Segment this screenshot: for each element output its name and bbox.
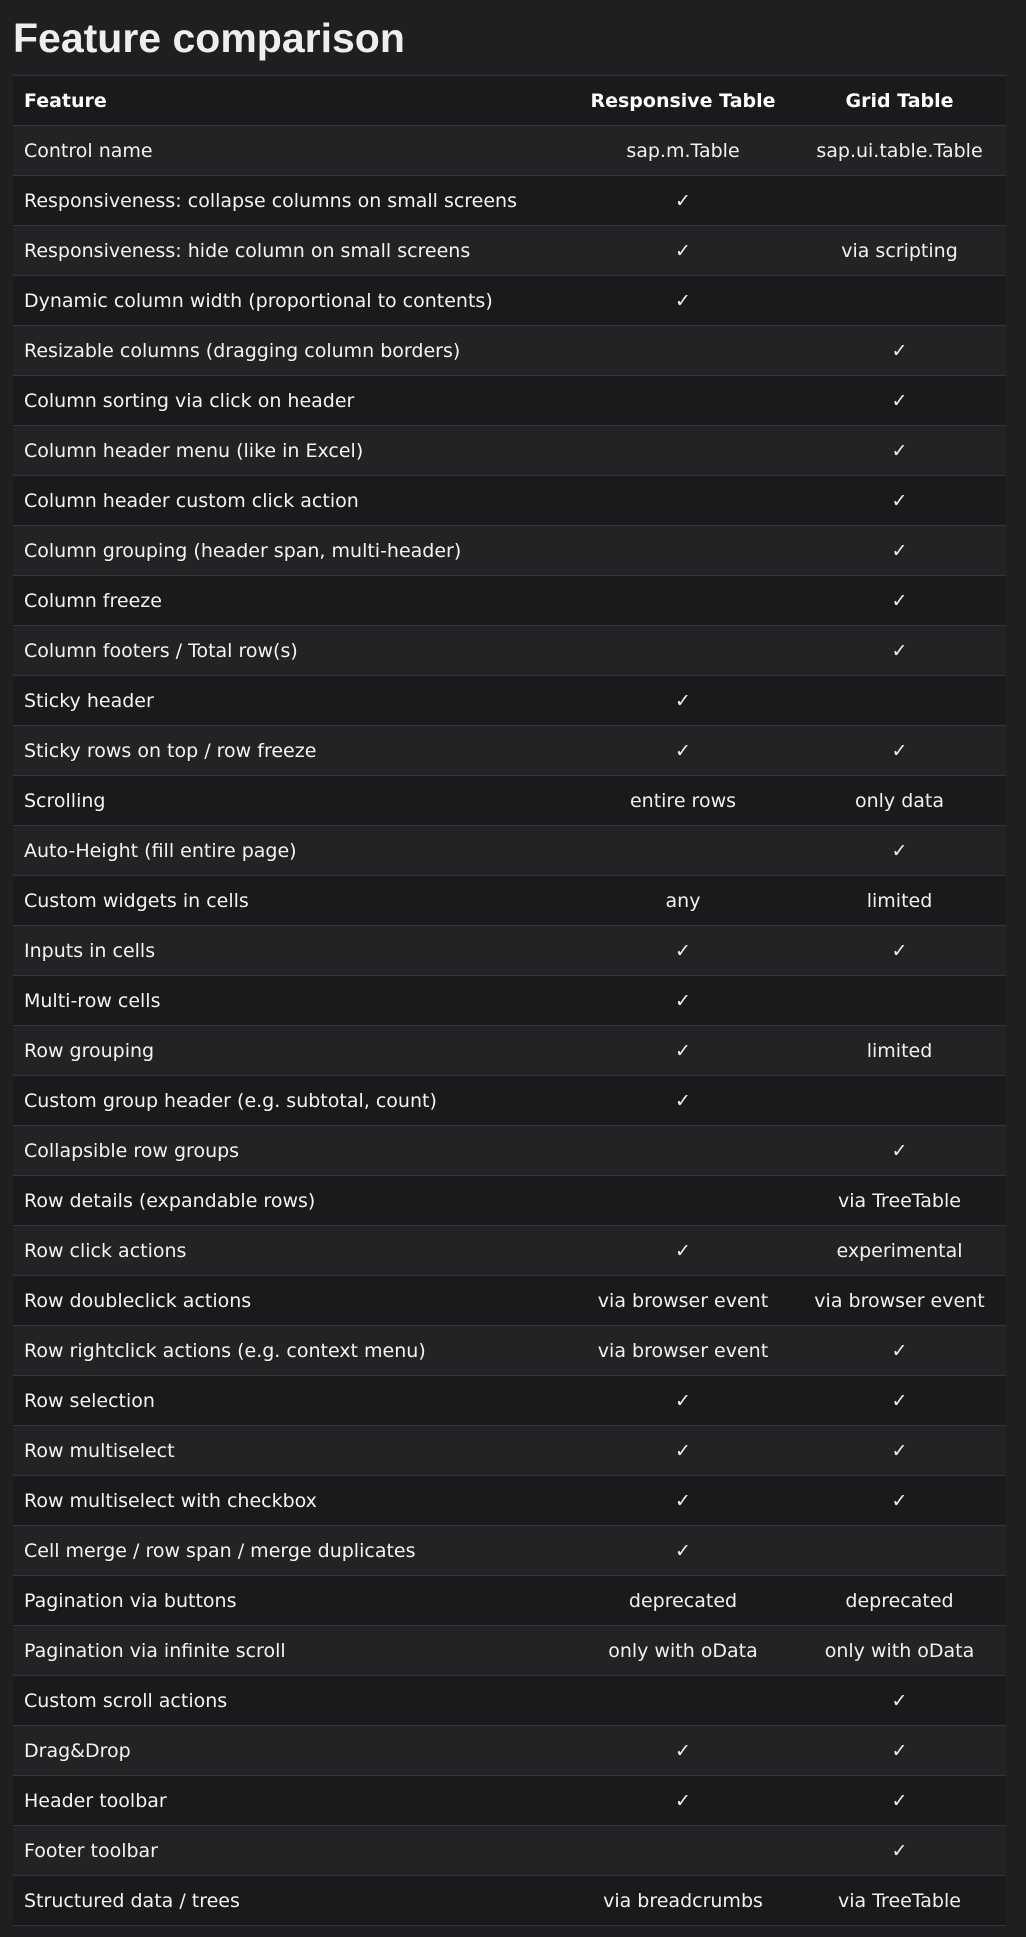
cell-grid-table — [793, 1076, 1006, 1126]
cell-feature: Custom widgets in cells — [13, 876, 573, 926]
cell-responsive-table — [573, 1176, 793, 1226]
cell-grid-table: experimental — [793, 1226, 1006, 1276]
cell-responsive-table — [573, 1676, 793, 1726]
cell-responsive-table: ✓ — [573, 1526, 793, 1576]
table-row — [13, 826, 1006, 876]
cell-grid-table: ✓ — [793, 426, 1006, 476]
cell-grid-table: ✓ — [793, 1376, 1006, 1426]
cell-feature: Multi-row cells — [13, 976, 573, 1026]
cell-feature: Column sorting via click on header — [13, 376, 573, 426]
cell-feature: Inputs in cells — [13, 926, 573, 976]
cell-grid-table: ✓ — [793, 926, 1006, 976]
cell-responsive-table: ✓ — [573, 226, 793, 276]
cell-feature: Control name — [13, 126, 573, 176]
table-row — [13, 1226, 1006, 1276]
cell-responsive-table — [573, 626, 793, 676]
table-row — [13, 1526, 1006, 1576]
table-row — [13, 1076, 1006, 1126]
cell-feature: Header toolbar — [13, 1776, 573, 1826]
cell-responsive-table: via browser event — [573, 1276, 793, 1326]
table-row — [13, 1426, 1006, 1476]
table-row — [13, 1026, 1006, 1076]
cell-responsive-table — [573, 576, 793, 626]
cell-feature: Structured data / trees — [13, 1876, 573, 1926]
cell-responsive-table: only with oData — [573, 1626, 793, 1676]
table-row — [13, 276, 1006, 326]
cell-responsive-table: ✓ — [573, 976, 793, 1026]
cell-grid-table: ✓ — [793, 526, 1006, 576]
cell-responsive-table — [573, 1126, 793, 1176]
cell-responsive-table — [573, 376, 793, 426]
cell-feature: Row multiselect with checkbox — [13, 1476, 573, 1526]
cell-responsive-table — [573, 476, 793, 526]
cell-responsive-table: any — [573, 876, 793, 926]
cell-grid-table: ✓ — [793, 1676, 1006, 1726]
cell-responsive-table: ✓ — [573, 1376, 793, 1426]
cell-feature: Row click actions — [13, 1226, 573, 1276]
cell-responsive-table: via breadcrumbs — [573, 1876, 793, 1926]
cell-feature: Row rightclick actions (e.g. context menu) — [13, 1326, 573, 1376]
table-row — [13, 1876, 1006, 1926]
cell-responsive-table: sap.m.Table — [573, 126, 793, 176]
table-row — [13, 1576, 1006, 1626]
table-row — [13, 876, 1006, 926]
cell-grid-table: ✓ — [793, 576, 1006, 626]
cell-grid-table — [793, 676, 1006, 726]
cell-grid-table: ✓ — [793, 1476, 1006, 1526]
table-row — [13, 1776, 1006, 1826]
table-row — [13, 1476, 1006, 1526]
cell-feature: Row details (expandable rows) — [13, 1176, 573, 1226]
cell-responsive-table: ✓ — [573, 1476, 793, 1526]
cell-responsive-table: ✓ — [573, 1726, 793, 1776]
cell-grid-table: ✓ — [793, 376, 1006, 426]
cell-feature: Sticky rows on top / row freeze — [13, 726, 573, 776]
table-row — [13, 576, 1006, 626]
cell-responsive-table: ✓ — [573, 676, 793, 726]
cell-feature: Scrolling — [13, 776, 573, 826]
cell-grid-table: ✓ — [793, 826, 1006, 876]
cell-grid-table: ✓ — [793, 1126, 1006, 1176]
header-feature: Feature — [13, 76, 573, 126]
cell-grid-table: only with oData — [793, 1626, 1006, 1676]
cell-grid-table — [793, 976, 1006, 1026]
cell-feature: Row multiselect — [13, 1426, 573, 1476]
cell-feature: Column footers / Total row(s) — [13, 626, 573, 676]
cell-feature: Pagination via infinite scroll — [13, 1626, 573, 1676]
table-row — [13, 1126, 1006, 1176]
cell-feature: Responsiveness: hide column on small screens — [13, 226, 573, 276]
cell-grid-table: only data — [793, 776, 1006, 826]
cell-grid-table: deprecated — [793, 1576, 1006, 1626]
cell-grid-table: ✓ — [793, 1426, 1006, 1476]
cell-feature: Column freeze — [13, 576, 573, 626]
table-row — [13, 126, 1006, 176]
cell-grid-table: ✓ — [793, 1326, 1006, 1376]
table-row — [13, 1676, 1006, 1726]
cell-grid-table: ✓ — [793, 1776, 1006, 1826]
feature-comparison-table — [13, 75, 1006, 1926]
cell-grid-table: ✓ — [793, 476, 1006, 526]
cell-grid-table: limited — [793, 1026, 1006, 1076]
table-row — [13, 1376, 1006, 1426]
table-row — [13, 726, 1006, 776]
cell-responsive-table: ✓ — [573, 176, 793, 226]
cell-grid-table: ✓ — [793, 626, 1006, 676]
cell-feature: Footer toolbar — [13, 1826, 573, 1876]
cell-feature: Responsiveness: collapse columns on small screens — [13, 176, 573, 226]
table-row — [13, 926, 1006, 976]
cell-feature: Custom scroll actions — [13, 1676, 573, 1726]
cell-grid-table: ✓ — [793, 326, 1006, 376]
cell-responsive-table: entire rows — [573, 776, 793, 826]
cell-feature: Auto-Height (fill entire page) — [13, 826, 573, 876]
table-row — [13, 376, 1006, 426]
cell-responsive-table — [573, 426, 793, 476]
cell-feature: Collapsible row groups — [13, 1126, 573, 1176]
table-row — [13, 226, 1006, 276]
cell-feature: Dynamic column width (proportional to contents) — [13, 276, 573, 326]
cell-grid-table: ✓ — [793, 726, 1006, 776]
cell-grid-table — [793, 276, 1006, 326]
cell-responsive-table: deprecated — [573, 1576, 793, 1626]
cell-responsive-table — [573, 326, 793, 376]
table-row — [13, 526, 1006, 576]
cell-responsive-table: ✓ — [573, 1776, 793, 1826]
table-row — [13, 326, 1006, 376]
cell-responsive-table: via browser event — [573, 1326, 793, 1376]
cell-responsive-table: ✓ — [573, 1026, 793, 1076]
cell-responsive-table — [573, 1826, 793, 1876]
table-row — [13, 676, 1006, 726]
header-grid-table: Grid Table — [793, 76, 1006, 126]
cell-responsive-table: ✓ — [573, 1426, 793, 1476]
cell-feature: Row doubleclick actions — [13, 1276, 573, 1326]
table-row — [13, 1276, 1006, 1326]
cell-feature: Column grouping (header span, multi-header) — [13, 526, 573, 576]
table-header-row — [13, 76, 1006, 126]
cell-responsive-table: ✓ — [573, 276, 793, 326]
table-row — [13, 626, 1006, 676]
table-row — [13, 1326, 1006, 1376]
cell-responsive-table: ✓ — [573, 1076, 793, 1126]
cell-grid-table: via scripting — [793, 226, 1006, 276]
cell-grid-table: sap.ui.table.Table — [793, 126, 1006, 176]
cell-responsive-table: ✓ — [573, 726, 793, 776]
cell-grid-table: via browser event — [793, 1276, 1006, 1326]
cell-responsive-table — [573, 826, 793, 876]
cell-feature: Row selection — [13, 1376, 573, 1426]
cell-responsive-table: ✓ — [573, 926, 793, 976]
cell-responsive-table — [573, 526, 793, 576]
header-responsive-table: Responsive Table — [573, 76, 793, 126]
cell-grid-table: ✓ — [793, 1726, 1006, 1776]
cell-grid-table: via TreeTable — [793, 1876, 1006, 1926]
table-body — [13, 126, 1006, 1926]
cell-grid-table — [793, 176, 1006, 226]
table-row — [13, 426, 1006, 476]
cell-responsive-table: ✓ — [573, 1226, 793, 1276]
cell-grid-table: limited — [793, 876, 1006, 926]
table-row — [13, 1826, 1006, 1876]
page-title: Feature comparison — [13, 15, 405, 61]
cell-grid-table — [793, 1526, 1006, 1576]
table-row — [13, 476, 1006, 526]
cell-grid-table: via TreeTable — [793, 1176, 1006, 1226]
table-row — [13, 776, 1006, 826]
table-row — [13, 1726, 1006, 1776]
cell-feature: Resizable columns (dragging column borders) — [13, 326, 573, 376]
cell-feature: Custom group header (e.g. subtotal, count) — [13, 1076, 573, 1126]
cell-grid-table: ✓ — [793, 1826, 1006, 1876]
table-row — [13, 976, 1006, 1026]
cell-feature: Drag&Drop — [13, 1726, 573, 1776]
table-row — [13, 1176, 1006, 1226]
cell-feature: Row grouping — [13, 1026, 573, 1076]
cell-feature: Sticky header — [13, 676, 573, 726]
cell-feature: Column header custom click action — [13, 476, 573, 526]
table-row — [13, 1626, 1006, 1676]
cell-feature: Pagination via buttons — [13, 1576, 573, 1626]
table-row — [13, 176, 1006, 226]
cell-feature: Column header menu (like in Excel) — [13, 426, 573, 476]
cell-feature: Cell merge / row span / merge duplicates — [13, 1526, 573, 1576]
